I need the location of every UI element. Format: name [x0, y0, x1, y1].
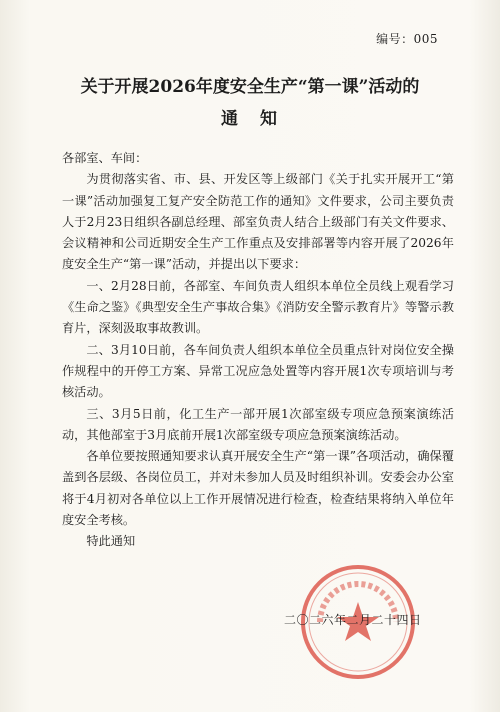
document-number: 编号：005 [376, 32, 438, 46]
requirement-item-2: 二、3月10日前，各车间负责人组织本单位全员重点针对岗位安全操作规程中的开停工方案、异常工况应急处置等内容开展1次专项培训与考核活动。 [62, 342, 454, 400]
requirement-item-1: 一、2月28日前，各部室、车间负责人组织本单位全员线上观看学习《生命之鉴》《典型安全生产事故合集》《消防安全警示教育片》等警示教育片，深刻汲取事故教训。 [62, 278, 454, 336]
document-body [62, 148, 454, 553]
closing-paragraph: 各单位要按照通知要求认真开展安全生产“第一课”各项活动，确保覆盖到各层级、各岗位员工，并对未参加人员及时组织补训。安委会办公室将于4月初对各单位以上工作开展情况进行检查，检查结果将纳入单位年度安全考核。 [62, 449, 454, 528]
issue-date: 二〇二六年二月二十四日 [284, 613, 422, 627]
closing-remark: 特此通知 [86, 534, 136, 549]
document-title: 关于开展2026年度安全生产“第一课”活动的 [80, 77, 420, 97]
document-subtitle: 通知 [221, 109, 299, 129]
requirement-item-3: 三、3月5日前，化工生产一部开展1次部室级专项应急预案演练活动，其他部室于3月底前开展1次部室级专项应急预案演练活动。 [62, 406, 454, 442]
intro-paragraph: 为贯彻落实省、市、县、开发区等上级部门《关于扎实开展开工“第一课”活动加强复工复产安全防范工作的通知》文件要求，公司主要负责人于2月23日组织各副总经理、部室负责人结合上级部门有关文件要求、会议精神和公司近期安全生产工作重点及安排部署等内容开展了2026年度安全生产“第一课”活动，并提出以下要求： [62, 172, 454, 272]
salutation: 各部室、车间： [62, 151, 148, 165]
